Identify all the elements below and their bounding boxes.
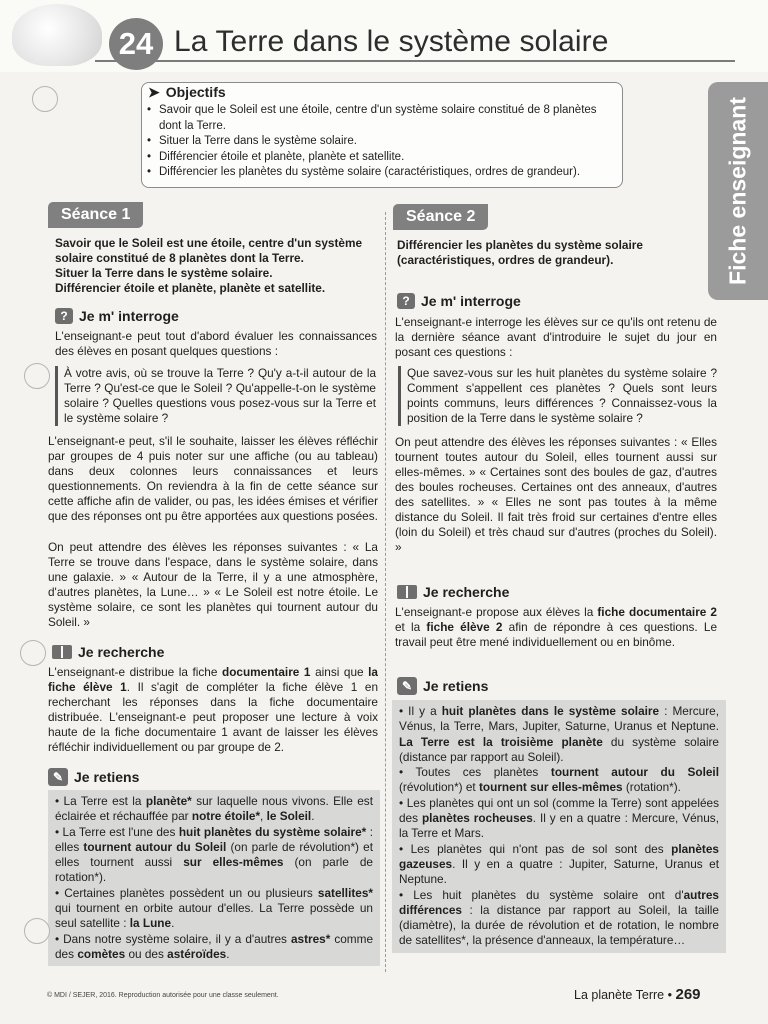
seance1-interroge-text: L'enseignant-e peut tout d'abord évaluer les connaissances des élèves en posant quelques questions :	[55, 329, 377, 358]
chapter-name: La planète Terre	[574, 988, 665, 1002]
retiens-item: • Les planètes qui n'ont pas de sol sont des planètes gazeuses. Il y en a quatre : Jupiter, Saturne, Uranus et Neptune.	[399, 841, 719, 887]
book-icon	[52, 645, 72, 659]
retiens-item: • Il y a huit planètes dans le système solaire : Mercure, Vénus, la Terre, Mars, Jupiter, Saturne, Uranus et Neptune. La Terre est la troisième planète du système solaire (distance par rapport au Soleil).	[399, 704, 719, 764]
binder-hole	[20, 640, 46, 666]
binder-hole	[24, 363, 50, 389]
seance2-intro: Différencier les planètes du système solaire (caractéristiques, ordres de grandeur).	[397, 238, 643, 267]
seance1-retiens-box	[48, 790, 380, 966]
arrow-icon: ➤	[148, 84, 160, 100]
lesson-number-badge: 24	[109, 18, 163, 70]
seance2-interroge-text: L'enseignant-e interroge les élèves sur ce qu'ils ont retenu de la dernière séance avant d'introduire le sujet du jour en posant ces questions :	[395, 315, 717, 359]
copyright-notice: © MDI / SEJER, 2016. Reproduction autorisée pour une classe seulement.	[47, 992, 279, 999]
seance2-retiens-box	[392, 700, 726, 953]
seance1-retiens-heading: ✎ Je retiens	[48, 768, 139, 786]
page-footer	[574, 986, 701, 1003]
seance2-interroge-heading: ? Je m' interroge	[397, 293, 521, 309]
binder-hole	[24, 918, 50, 944]
objective-item: • Différencier les planètes du système solaire (caractéristiques, ordres de grandeur).	[147, 166, 581, 178]
question-icon: ?	[397, 293, 415, 309]
seance1-para1: L'enseignant-e peut, s'il le souhaite, laisser les élèves réfléchir par groupes de 4 puis noter sur une affiche (ou au tableau) dans deux colonnes leurs connaissances et leurs questionnements. On reviendra à la fin de cette séance sur cette affiche afin de valider, ou pas, les idées émises et vérifier que des réponses ont pu être apportées aux questions posées.	[48, 434, 378, 523]
seance1-recherche-text: L'enseignant-e distribue la fiche documentaire 1 ainsi que la fiche élève 1. Il s'agit de compléter la fiche élève 1 en recherchant les réponses dans la fiche documentaire distribuée. L'enseignant-e peut proposer une lecture à voix haute de la fiche documentaire 1 avant de laisser les élèves réfléchir individuellement ou par groupe de 2.	[48, 665, 379, 754]
pencil-icon: ✎	[48, 768, 68, 786]
retiens-item: • Les planètes qui ont un sol (comme la Terre) sont appelées des planètes rocheuses. Il y en a quatre : Mercure, Vénus, la Terre et Mars.	[399, 795, 719, 841]
page-title: La Terre dans le système solaire	[174, 25, 609, 58]
seance2-recherche-text: L'enseignant-e propose aux élèves la fiche documentaire 2 et la fiche élève 2 afin de répondre à ces questions. Le travail peut être mené individuellement ou en binôme.	[395, 605, 718, 649]
book-icon	[397, 585, 417, 599]
seance1-badge: Séance 1	[48, 202, 143, 228]
seance2-badge: Séance 2	[393, 204, 488, 230]
retiens-item: • La Terre est l'une des huit planètes du système solaire* : elles tournent autour du Soleil (on parle de révolution*) et elles tournent aussi sur elles-mêmes (on parle de rotation*).	[55, 824, 373, 885]
seance1-intro: Savoir que le Soleil est une étoile, centre d'un système solaire constitué de 8 planètes dont la Terre. Situer la Terre dans le système solaire. Différencier étoile et planète, planète et satellite.	[55, 236, 363, 295]
seance1-recherche-heading: Je recherche	[52, 644, 164, 660]
objective-item: • Différencier étoile et planète, planète et satellite.	[147, 150, 405, 163]
seance2-retiens-heading: ✎ Je retiens	[397, 677, 488, 695]
retiens-item: • La Terre est la planète* sur laquelle nous vivons. Elle est éclairée et réchauffée par notre étoile*, le Soleil.	[55, 794, 373, 824]
objectives-title: ➤ Objectifs	[148, 84, 226, 100]
question-icon: ?	[55, 308, 73, 324]
seance1-interroge-heading: ? Je m' interroge	[55, 308, 179, 324]
seance2-para1: On peut attendre des élèves les réponses suivantes : « Elles tournent toutes autour du Soleil, elles tournent aussi sur elles-mêmes. » « Certaines sont des boules de gaz, d'autres des boules rocheuses. Certaines ont des anneaux, d'autres des satellites. » « Elles ne sont pas toutes à la même distance du Soleil. Il fait très froid sur certaines d'entre elles (loin du Soleil) et très chaud sur d'autres (proches du Soleil). »	[395, 435, 717, 554]
side-tab-label: Fiche enseignant	[724, 97, 751, 285]
page-number: 269	[675, 986, 701, 1003]
binder-hole	[32, 86, 58, 112]
seance1-questions: À votre avis, où se trouve la Terre ? Qu'y a-t-il autour de la Terre ? Qu'est-ce que le Soleil ? Qu'appelle-t-on le système solaire ? Quelles questions vous posez-vous sur la Terre et le système solaire ?	[55, 366, 376, 426]
retiens-item: • Les huit planètes du système solaire ont d'autres différences : la distance par rapport au Soleil, la taille (diamètre), la durée de révolution et de rotation, le nombre de satellites*, la présence d'anneaux, la température…	[399, 887, 719, 948]
header-rule	[95, 60, 735, 62]
objective-item: • Situer la Terre dans le système solaire.	[147, 135, 357, 147]
seance2-recherche-heading: Je recherche	[397, 584, 509, 600]
retiens-item: • Toutes ces planètes tournent autour du Soleil (révolution*) et tournent sur elles-mêmes (rotation*).	[399, 765, 719, 795]
footer-bullet: •	[667, 988, 672, 1002]
objectives-list	[147, 103, 617, 181]
globe-illustration	[12, 4, 102, 66]
retiens-item: • Certaines planètes possèdent un ou plusieurs satellites* qui tournent en orbite autour d'elles. La Terre possède un seul satellite : la Lune.	[55, 885, 373, 931]
objective-item: • Savoir que le Soleil est une étoile, centre d'un système solaire constitué de 8 planètes dont la Terre.	[147, 104, 597, 132]
retiens-item: • Dans notre système solaire, il y a d'autres astres* comme des comètes ou des astéroïdes.	[55, 931, 374, 961]
seance2-questions: Que savez-vous sur les huit planètes du système solaire ? Comment s'appellent ces planètes ? Quels sont leurs points communs, leurs différences ? Connaissez-vous la position de la Terre dans le système solaire ?	[398, 366, 717, 426]
column-divider	[385, 212, 387, 972]
seance1-para2: On peut attendre des élèves les réponses suivantes : « La Terre se trouve dans l'espace, dans le système solaire, dans une galaxie. » « Autour de la Terre, il y a une atmosphère, d'autres planètes, la Lune… » « Le Soleil est notre étoile. Le système solaire, ce sont les planètes qui tournent autour du Soleil. »	[48, 540, 378, 629]
pencil-icon: ✎	[397, 677, 417, 695]
